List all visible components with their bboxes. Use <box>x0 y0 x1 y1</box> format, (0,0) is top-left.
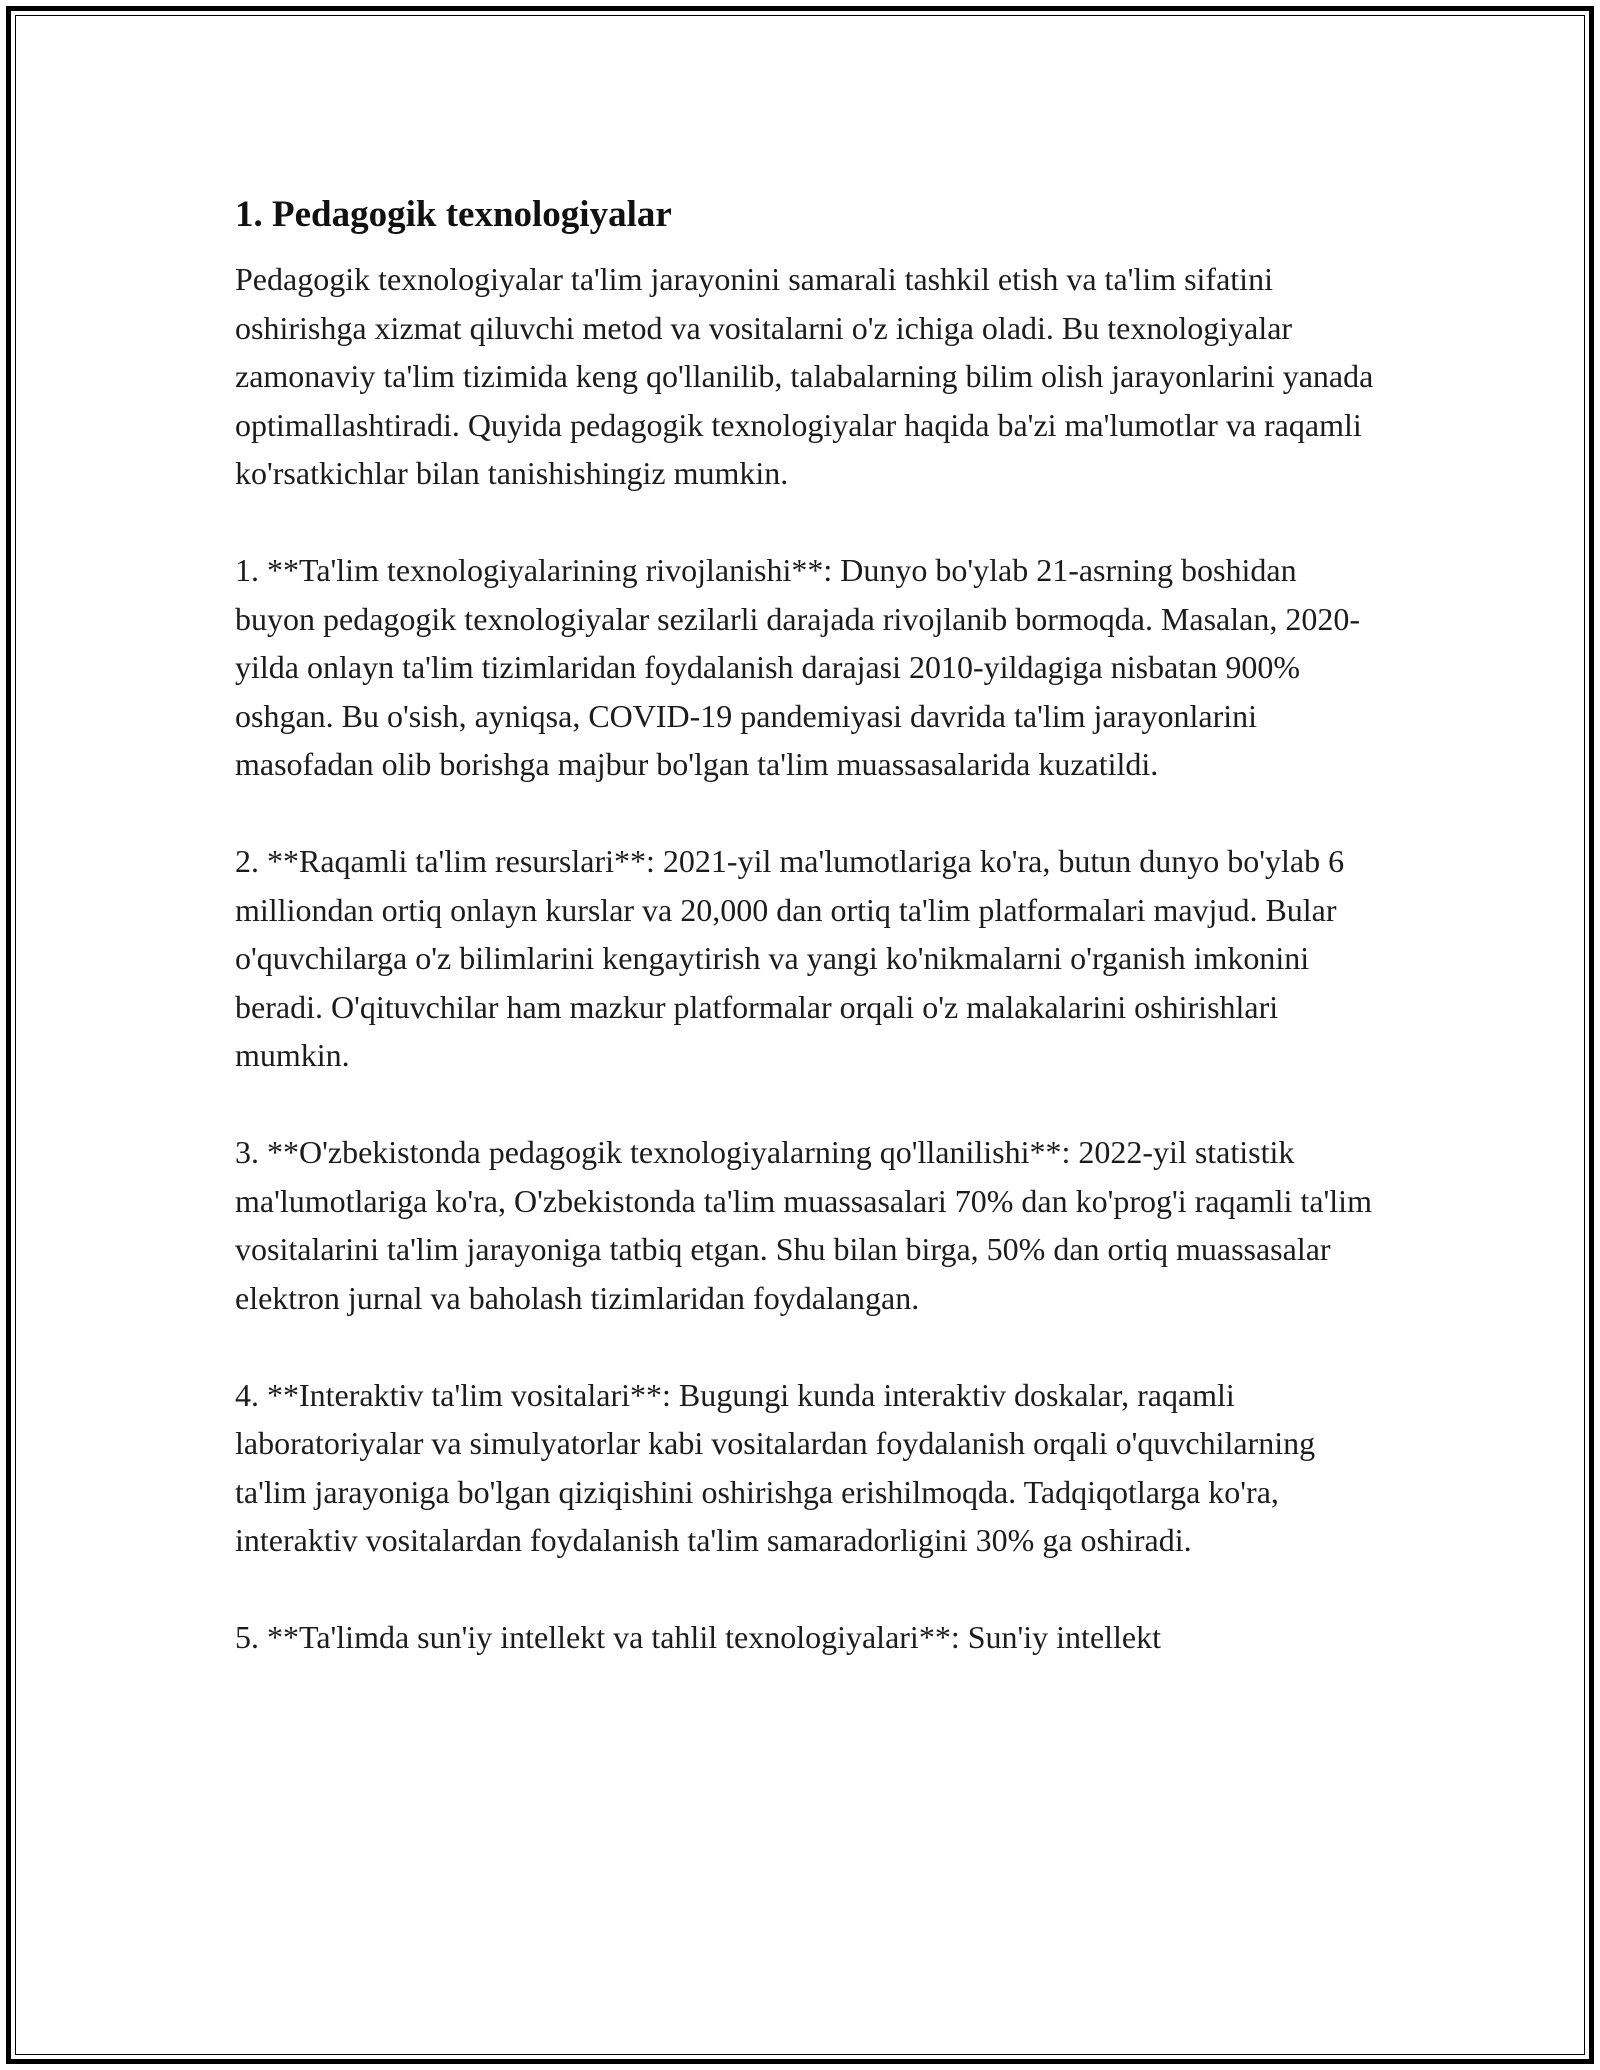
list-item-3: 3. **O'zbekistonda pedagogik texnologiyalarning qo'llanilishi**: 2022-yil statistik ma'lumotlariga ko'ra, O'zbekistonda ta'lim muassasalari 70% dan ko'prog'i raqamli ta'lim vositalarini ta'lim jarayoniga tatbiq etgan. Shu bilan birga, 50% dan ortiq muassasalar elektron jurnal va baholash tizimlaridan foydalangan. <box>235 1134 1372 1316</box>
list-item-5: 5. **Ta'limda sun'iy intellekt va tahlil texnologiyalari**: Sun'iy intellekt <box>235 1619 1162 1655</box>
list-item-4: 4. **Interaktiv ta'lim vositalari**: Bugungi kunda interaktiv doskalar, raqamli laboratoriyalar va simulyatorlar kabi vositalardan foydalanish orqali o'quvchilarning ta'lim jarayoniga bo'lgan qiziqishini oshirishga erishilmoqda. Tadqiqotlarga ko'ra, interaktiv vositalardan foydalanish ta'lim samaradorligini 30% ga oshiradi. <box>235 1376 1316 1558</box>
document-title: 1. Pedagogik texnologiyalar <box>235 194 672 235</box>
document-body <box>235 185 1375 1710</box>
list-item-1: 1. **Ta'lim texnologiyalarining rivojlanishi**: Dunyo bo'ylab 21-asrning boshidan buyon pedagogik texnologiyalar sezilarli darajada rivojlanib bormoqda. Masalan, 2020-yilda onlayn ta'lim tizimlaridan foydalanish darajasi 2010-yildagiga nisbatan 900% oshgan. Bu o'sish, ayniqsa, COVID-19 pandemiyasi davrida ta'lim jarayonlarini masofadan olib borishga majbur bo'lgan ta'lim muassasalarida kuzatildi. <box>235 552 1360 782</box>
list-item-2: 2. **Raqamli ta'lim resurslari**: 2021-yil ma'lumotlariga ko'ra, butun dunyo bo'ylab 6 milliondan ortiq onlayn kurslar va 20,000 dan ortiq ta'lim platformalari mavjud. Bular o'quvchilarga o'z bilimlarini kengaytirish va yangi ko'nikmalarni o'rganish imkonini beradi. O'qituvchilar ham mazkur platformalar orqali o'z malakalarini oshirishlari mumkin. <box>235 843 1345 1073</box>
intro-paragraph: Pedagogik texnologiyalar ta'lim jarayonini samarali tashkil etish va ta'lim sifatini oshirishga xizmat qiluvchi metod va vositalarni o'z ichiga oladi. Bu texnologiyalar zamonaviy ta'lim tizimida keng qo'llanilib, talabalarning bilim olish jarayonlarini yanada optimallashtiradi. Quyida pedagogik texnologiyalar haqida ba'zi ma'lumotlar va raqamli ko'rsatkichlar bilan tanishishingiz mumkin. <box>235 261 1374 491</box>
